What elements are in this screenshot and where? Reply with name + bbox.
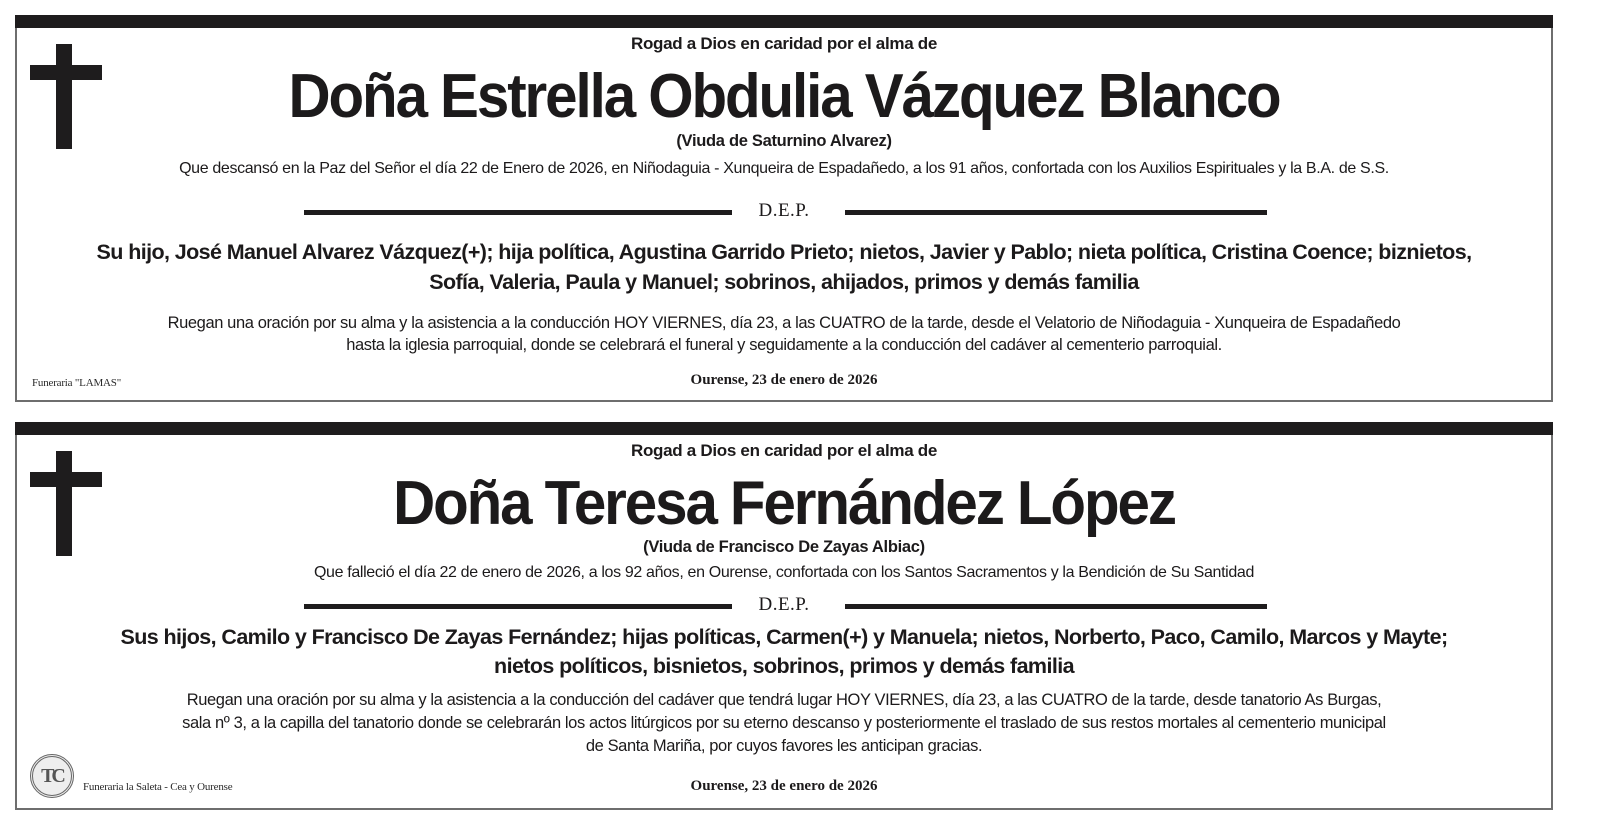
obituary-notice-2 bbox=[15, 422, 1553, 810]
header-bar bbox=[15, 422, 1553, 435]
divider-right bbox=[845, 210, 1267, 215]
notice-header: Rogad a Dios en caridad por el alma de bbox=[630, 441, 938, 460]
notice-header: Rogad a Dios en caridad por el alma de bbox=[630, 34, 938, 53]
funeral-home: Funeraria "LAMAS" bbox=[32, 377, 121, 389]
death-info: Que falleció el día 22 de enero de 2026, a los 92 años, en Ourense, confortada con los Santos Sacramentos y la Bendición de Su Santidad bbox=[313, 564, 1255, 581]
deceased-name: Doña Estrella Obdulia Vázquez Blanco bbox=[288, 62, 1280, 131]
dep-label: D.E.P. bbox=[758, 594, 810, 615]
death-info: Que descansó en la Paz del Señor el día 22 de Enero de 2026, en Niñodaguia - Xunqueira de Espadañedo, a los 91 años, confortada con los Auxilios Espirituales y la B.A. de S.S. bbox=[179, 160, 1389, 177]
place-date: Ourense, 23 de enero de 2026 bbox=[690, 778, 878, 794]
dep-separator bbox=[17, 200, 1551, 222]
widow-of: (Viuda de Saturnino Alvarez) bbox=[676, 132, 892, 150]
header-bar bbox=[15, 15, 1553, 28]
family-line: Su hijo, José Manuel Alvarez Vázquez(+); hija política, Agustina Garrido Prieto; nietos, Javier y Pablo; nieta política, Cristina Coence; biznietos, bbox=[96, 240, 1472, 264]
deceased-name: Doña Teresa Fernández López bbox=[393, 469, 1175, 538]
family-line: nietos políticos, bisnietos, sobrinos, primos y demás familia bbox=[494, 654, 1074, 678]
prayer-line: sala nº 3, a la capilla del tanatorio donde se celebrarán los actos litúrgicos por su eterno descanso y posteriormente el traslado de sus restos mortales al cementerio municipal bbox=[182, 714, 1386, 732]
dep-separator bbox=[17, 594, 1551, 616]
family-line: Sofía, Valeria, Paula y Manuel; sobrinos, ahijados, primos y demás familia bbox=[429, 270, 1139, 294]
logo-text: TC bbox=[41, 764, 63, 787]
obituary-notice-1 bbox=[15, 15, 1553, 402]
prayer-line: Ruegan una oración por su alma y la asistencia a la conducción del cadáver que tendrá lugar HOY VIERNES, día 23, a las CUATRO de la tarde, desde tanatorio As Burgas, bbox=[186, 691, 1382, 709]
dep-label: D.E.P. bbox=[758, 200, 810, 221]
funeral-home: Funeraria la Saleta - Cea y Ourense bbox=[83, 781, 233, 793]
prayer-line: de Santa Mariña, por cuyos favores les anticipan gracias. bbox=[585, 737, 983, 755]
widow-of: (Viuda de Francisco De Zayas Albiac) bbox=[643, 538, 925, 556]
prayer-line: hasta la iglesia parroquial, donde se celebrará el funeral y seguidamente a la conducción del cadáver al cementerio parroquial. bbox=[346, 336, 1222, 354]
place-date: Ourense, 23 de enero de 2026 bbox=[690, 372, 878, 388]
prayer-line: Ruegan una oración por su alma y la asistencia a la conducción HOY VIERNES, día 23, a las CUATRO de la tarde, desde el Velatorio de Niñodaguia - Xunqueira de Espadañedo bbox=[167, 314, 1401, 332]
divider-right bbox=[845, 604, 1267, 609]
family-line: Sus hijos, Camilo y Francisco De Zayas Fernández; hijas políticas, Carmen(+) y Manuela; nietos, Norberto, Paco, Camilo, Marcos y Mayte; bbox=[120, 625, 1448, 649]
